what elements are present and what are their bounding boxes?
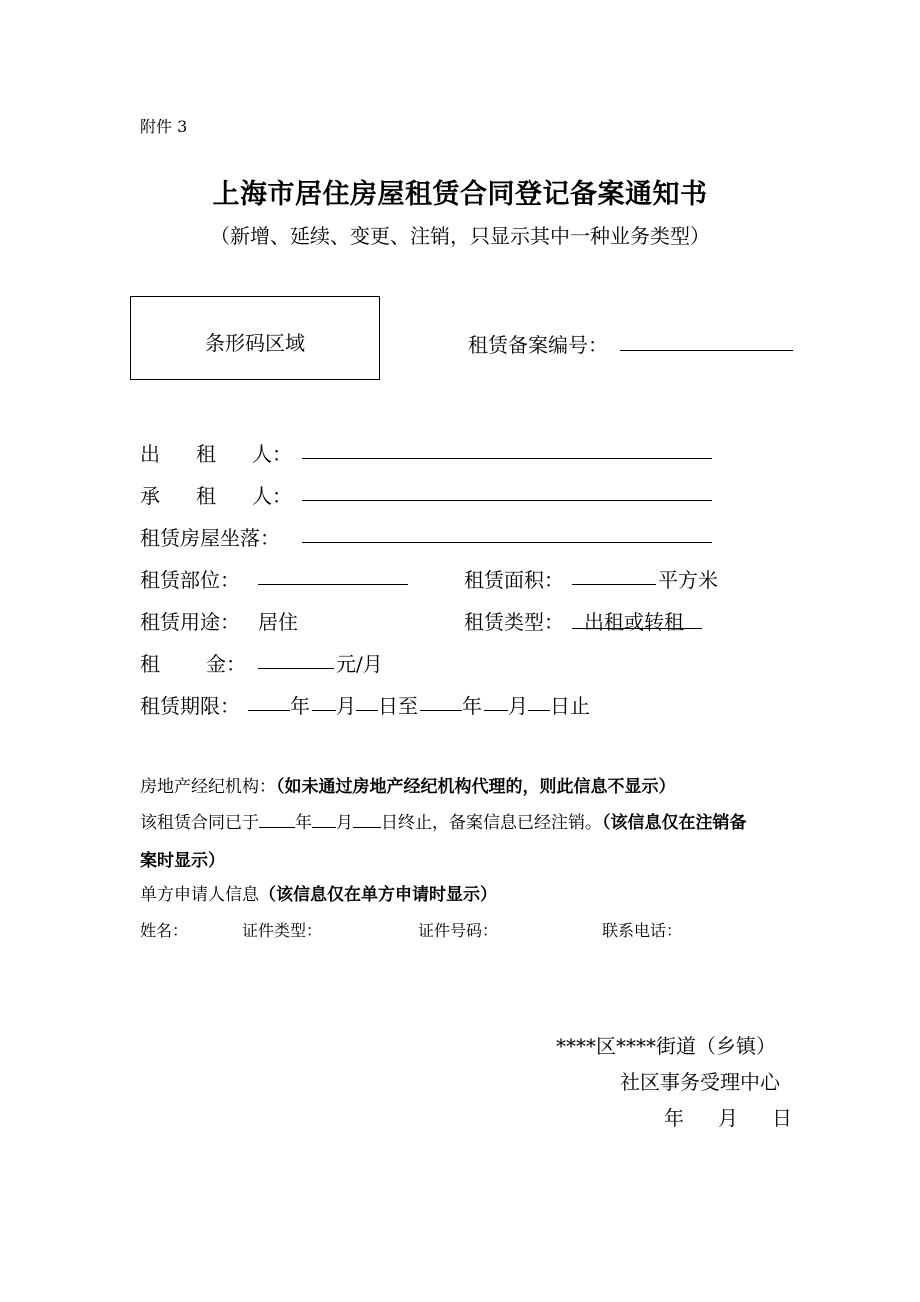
type-value: 出租或转租 — [584, 610, 684, 634]
termination-prefix: 该租赁合同已于 — [140, 813, 259, 833]
lessor-label-3: 人： — [252, 442, 292, 466]
period-year-1: 年 — [290, 694, 310, 718]
footer-center: 社区事务受理中心 — [620, 1070, 780, 1094]
agency-note: （如未通过房地产经纪机构代理的，则此信息不显示） — [276, 777, 676, 797]
applicant-id-number-label: 证件号码： — [418, 921, 499, 940]
part-blank[interactable] — [258, 584, 408, 585]
termination-note-2: 案时显示） — [140, 851, 225, 871]
termination-day-text: 日终止，备案信息已经注销。 — [381, 813, 602, 833]
applicant-note: （该信息仅在单方申请时显示） — [259, 885, 497, 905]
lessee-blank[interactable] — [302, 500, 712, 501]
period-label: 租赁期限： — [140, 694, 240, 718]
termination-year: 年 — [295, 813, 312, 833]
location-label: 租赁房屋坐落： — [140, 526, 280, 550]
period-start-day-blank[interactable] — [356, 710, 378, 711]
footer-district: ****区****街道（乡镇） — [556, 1034, 776, 1058]
period-end-year-blank[interactable] — [420, 710, 462, 711]
footer-day: 日 — [772, 1106, 792, 1130]
agency-label: 房地产经纪机构： — [140, 777, 276, 797]
usage-label: 租赁用途： — [140, 610, 240, 634]
lessor-blank[interactable] — [302, 458, 712, 459]
lessor-label-1: 出 — [140, 442, 160, 466]
applicant-id-type-label: 证件类型： — [242, 921, 323, 940]
period-start-year-blank[interactable] — [248, 710, 290, 711]
lessee-label-1: 承 — [140, 484, 160, 508]
barcode-area — [130, 296, 380, 380]
part-label: 租赁部位： — [140, 568, 240, 592]
location-blank[interactable] — [302, 542, 712, 543]
period-day-to: 日至 — [378, 694, 418, 718]
type-label: 租赁类型： — [464, 610, 564, 634]
footer-year: 年 — [664, 1106, 684, 1130]
agency-line — [140, 772, 676, 797]
period-start-month-blank[interactable] — [312, 710, 336, 711]
lessee-label-2: 租 — [196, 484, 216, 508]
period-month-2: 月 — [508, 694, 528, 718]
termination-month: 月 — [336, 813, 353, 833]
document-title: 上海市居住房屋租赁合同登记备案通知书 — [212, 179, 708, 210]
usage-value: 居住 — [258, 610, 298, 634]
area-blank[interactable] — [572, 584, 656, 585]
period-end-day-blank[interactable] — [528, 710, 550, 711]
period-month-1: 月 — [336, 694, 356, 718]
rent-unit: 元/月 — [336, 652, 383, 676]
document-subtitle: （新增、延续、变更、注销，只显示其中一种业务类型） — [210, 224, 710, 248]
lessor-label-2: 租 — [196, 442, 216, 466]
termination-line — [140, 808, 747, 833]
rent-label-1: 租 — [140, 652, 160, 676]
rent-blank[interactable] — [258, 668, 334, 669]
applicant-line — [140, 880, 497, 905]
annex-label: 附件 3 — [140, 117, 188, 136]
rent-label-2: 金： — [206, 652, 246, 676]
applicant-name-label: 姓名： — [140, 921, 189, 940]
termination-note-1: （该信息仅在注销备 — [602, 813, 747, 833]
termination-day-blank[interactable] — [353, 809, 381, 828]
period-day-end: 日止 — [550, 694, 590, 718]
barcode-label: 条形码区域 — [205, 331, 305, 355]
applicant-phone-label: 联系电话： — [602, 921, 683, 940]
lessee-label-3: 人： — [252, 484, 292, 508]
record-number-blank[interactable] — [620, 350, 793, 351]
applicant-label: 单方申请人信息 — [140, 885, 259, 905]
period-end-month-blank[interactable] — [484, 710, 508, 711]
termination-month-blank[interactable] — [312, 809, 336, 828]
footer-month: 月 — [718, 1106, 738, 1130]
area-unit: 平方米 — [658, 568, 718, 592]
area-label: 租赁面积： — [464, 568, 564, 592]
period-year-2: 年 — [462, 694, 482, 718]
record-number-label: 租赁备案编号： — [468, 333, 608, 357]
termination-year-blank[interactable] — [259, 809, 295, 828]
